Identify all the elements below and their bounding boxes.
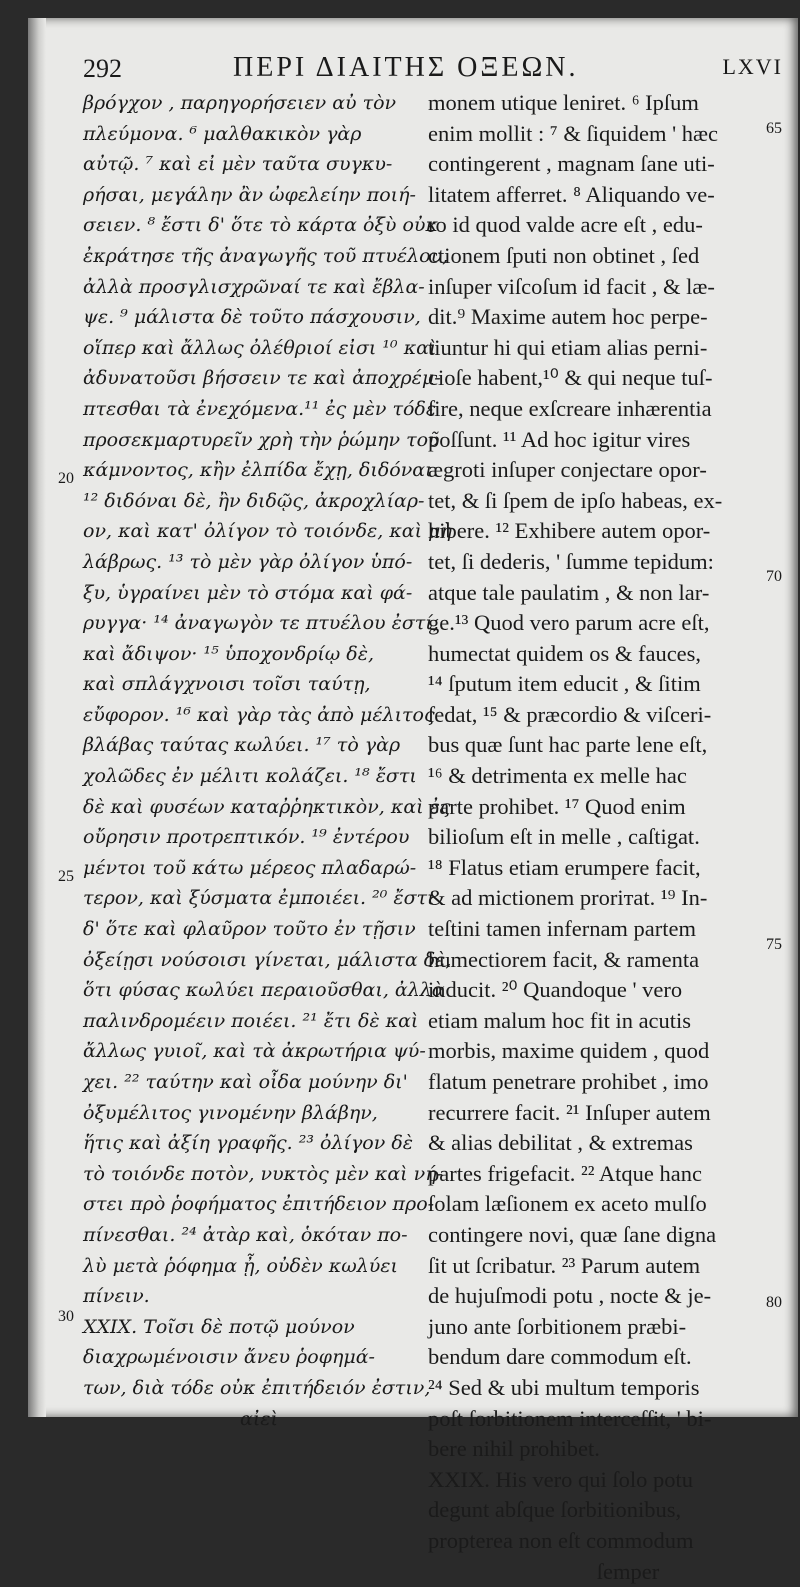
text-line: οὔρησιν προτρεπτικόν. ¹⁹ ἐντέρου — [83, 822, 413, 853]
text-line: tet, ſi dederis, ' ſumme tepidum: — [428, 547, 758, 578]
text-line: tet, & ſi ſpem de ipſo habeas, ex- — [428, 486, 758, 517]
text-line: των, διὰ τόδε οὐκ ἐπιτήδειόν ἐστιν, — [83, 1373, 413, 1404]
text-line: ἀλλὰ προσγλισχρῶναί τε καὶ ἔβλα- — [83, 272, 413, 303]
text-line: τὸ τοιόνδε ποτὸν, νυκτὸς μὲν καὶ νή- — [83, 1159, 413, 1190]
text-line: XXIX. His vero qui ſolo potu — [428, 1465, 758, 1496]
text-line: χει. ²² ταύτην καὶ οἶδα μούνην δι' — [83, 1067, 413, 1098]
text-line: εὔφορον. ¹⁶ καὶ γὰρ τὰς ἀπὸ μέλιτος — [83, 700, 413, 731]
text-line: προσεκμαρτυρεῖν χρὴ τὴν ῥώμην τοῦ — [83, 425, 413, 456]
text-line: bilioſum eſt in melle , caſtigat. — [428, 822, 758, 853]
text-line: αὐτῷ. ⁷ καὶ εἰ μὲν ταῦτα συγκυ- — [83, 149, 413, 180]
text-line: ὅτι φύσας κωλύει περαιοῦσθαι, ἀλλὰ — [83, 975, 413, 1006]
text-line: bendum dare commodum eſt. — [428, 1342, 758, 1373]
text-line: ſemper — [428, 1557, 758, 1587]
text-line: τερον, καὶ ξύσματα ἐμποιέει. ²⁰ ἔστι — [83, 883, 413, 914]
text-line: μέντοι τοῦ κάτω μέρεος πλαδαρώ- — [83, 853, 413, 884]
text-line: πλεύμονα. ⁶ μαλθακικὸν γὰρ — [83, 119, 413, 150]
text-line: αἰεὶ — [83, 1404, 413, 1435]
text-line: atque tale paulatim , & non lar- — [428, 578, 758, 609]
text-line: ſedat, ¹⁵ & præcordio & viſceri- — [428, 700, 758, 731]
text-line: ro id quod valde acre eſt , edu- — [428, 210, 758, 241]
text-line: ὀξυμέλιτος γινομένην βλάβην, — [83, 1098, 413, 1129]
text-line: δὲ καὶ φυσέων καταῤῥηκτικὸν, καὶ ἐς — [83, 792, 413, 823]
text-line: ρυγγα· ¹⁴ ἀναγωγὸν τε πτυέλου ἐστί, — [83, 608, 413, 639]
text-line: καὶ ἄδιψον· ¹⁵ ὑποχονδρίῳ δὲ, — [83, 639, 413, 670]
text-line: ἀδυνατοῦσι βήσσειν τε καὶ ἀποχρέμ- — [83, 363, 413, 394]
page-binding-shadow — [28, 18, 46, 1417]
latin-text-column — [428, 88, 758, 1587]
text-line: cioſe habent,¹⁰ & qui neque tuſ- — [428, 363, 758, 394]
text-line: flatum penetrare prohibet , imo — [428, 1067, 758, 1098]
text-line: morbis, maxime quidem , quod — [428, 1036, 758, 1067]
section-mark: LXVI — [722, 54, 783, 80]
margin-line-number: 65 — [766, 120, 782, 138]
text-line: ¹⁶ & detrimenta ex melle hac — [428, 761, 758, 792]
margin-line-number: 20 — [58, 470, 74, 488]
text-line: contingere novi, quæ ſane digna — [428, 1220, 758, 1251]
text-line: recurrere facit. ²¹ Inſuper autem — [428, 1098, 758, 1129]
text-line: monem utique leniret. ⁶ Ipſum — [428, 88, 758, 119]
text-line: βλάβας ταύτας κωλύει. ¹⁷ τὸ γὰρ — [83, 730, 413, 761]
text-line: enim mollit : ⁷ & ſiquidem ' hæc — [428, 119, 758, 150]
text-line: ον, καὶ κατ' ὀλίγον τὸ τοιόνδε, καὶ μὴ — [83, 516, 413, 547]
greek-text-column — [83, 88, 413, 1434]
text-line: parte prohibet. ¹⁷ Quod enim — [428, 792, 758, 823]
text-line: στει πρὸ ῥοφήματος ἐπιτήδειον προ- — [83, 1189, 413, 1220]
margin-line-number: 70 — [766, 568, 782, 586]
text-line: contingerent , magnam ſane uti- — [428, 149, 758, 180]
text-line: δ' ὅτε καὶ φλαῦρον τοῦτο ἐν τῇσιν — [83, 914, 413, 945]
text-line: καὶ σπλάγχνοισι τοῖσι ταύτῃ, — [83, 669, 413, 700]
text-line: πτεσθαι τὰ ἐνεχόμενα.¹¹ ἐς μὲν τόδε — [83, 394, 413, 425]
text-line: bus quæ ſunt hac parte lene eſt, — [428, 730, 758, 761]
text-line: poſſunt. ¹¹ Ad hoc igitur vires — [428, 425, 758, 456]
text-line: ξυ, ὑγραίνει μὲν τὸ στόμα καὶ φά- — [83, 578, 413, 609]
text-line: βρόγχον , παρηγορήσειεν αὐ τὸν — [83, 88, 413, 119]
text-line: etiam malum hoc fit in acutis — [428, 1006, 758, 1037]
margin-line-number: 25 — [58, 868, 74, 886]
text-line: poſt ſorbitionem interceſſit, ' bi- — [428, 1404, 758, 1435]
margin-line-number: 75 — [766, 936, 782, 954]
margin-line-number: 30 — [58, 1308, 74, 1326]
text-line: XXIX. Τοῖσι δὲ ποτῷ μούνον — [83, 1312, 413, 1343]
book-page — [28, 18, 798, 1417]
text-line: ſire, neque exſcreare inhærentia — [428, 394, 758, 425]
text-line: ἐκράτησε τῆς ἀναγωγῆς τοῦ πτυέλου, — [83, 241, 413, 272]
text-line: χολῶδες ἐν μέλιτι κολάζει. ¹⁸ ἔστι — [83, 761, 413, 792]
text-line: ψε. ⁹ μάλιστα δὲ τοῦτο πάσχουσιν, — [83, 302, 413, 333]
text-line: humectat quidem os & fauces, — [428, 639, 758, 670]
text-line: πίνειν. — [83, 1281, 413, 1312]
text-line: dit.⁹ Maxime autem hoc perpe- — [428, 302, 758, 333]
text-line: de hujuſmodi potu , nocte & je- — [428, 1281, 758, 1312]
text-line: partes frigefacit. ²² Atque hanc — [428, 1159, 758, 1190]
text-line: bere nihil prohibet. — [428, 1434, 758, 1465]
text-line: & alias debilitat , & extremas — [428, 1128, 758, 1159]
text-line: ἄλλως γυιοῖ, καὶ τὰ ἀκρωτήρια ψύ- — [83, 1036, 413, 1067]
text-line: σειεν. ⁸ ἔστι δ' ὅτε τὸ κάρτα ὀξὺ οὐκ — [83, 210, 413, 241]
text-line: teſtini tamen infernam partem — [428, 914, 758, 945]
text-line: inducit. ²⁰ Quandoque ' vero — [428, 975, 758, 1006]
text-line: διαχρωμένοισιν ἄνευ ῥοφημά- — [83, 1342, 413, 1373]
text-line: propterea non eſt commodum — [428, 1526, 758, 1557]
text-line: ſit ut ſcribatur. ²³ Parum autem — [428, 1251, 758, 1282]
text-line: & ad mictionem prorітat. ¹⁹ In- — [428, 883, 758, 914]
text-line: ¹² διδόναι δὲ, ἢν διδῷς, ἀκροχλίαρ- — [83, 486, 413, 517]
text-line: ἥτις καὶ ἀξίη γραφῆς. ²³ ὀλίγον δὲ — [83, 1128, 413, 1159]
text-line: ge.¹³ Quod vero parum acre eſt, — [428, 608, 758, 639]
text-line: hibere. ¹² Exhibere autem opor- — [428, 516, 758, 547]
text-line: ¹⁴ ſputum item educit , & ſitim — [428, 669, 758, 700]
text-line: litatem afferret. ⁸ Aliquando ve- — [428, 180, 758, 211]
text-line: ὀξείῃσι νούσοισι γίνεται, μάλιστα δὲ, — [83, 945, 413, 976]
text-line: juno ante ſorbitionem præbi- — [428, 1312, 758, 1343]
text-line: inſuper viſcoſum id facit , & læ- — [428, 272, 758, 303]
text-line: ²⁴ Sed & ubi multum temporis — [428, 1373, 758, 1404]
text-line: humectiorem facit, & ramenta — [428, 945, 758, 976]
text-line: λάβρως. ¹³ τὸ μὲν γὰρ ὀλίγον ὑπό- — [83, 547, 413, 578]
text-line: λὺ μετὰ ῥόφημα ᾖ, οὐδὲν κωλύει — [83, 1251, 413, 1282]
page-header — [83, 48, 783, 88]
text-line: ctionem ſputi non obtinet , ſed — [428, 241, 758, 272]
text-line: ρήσαι, μεγάλην ἂν ὠφελείην ποιή- — [83, 180, 413, 211]
text-line: πίνεσθαι. ²⁴ ἀτὰρ καὶ, ὁκόταν πο- — [83, 1220, 413, 1251]
margin-line-number: 80 — [766, 1294, 782, 1312]
text-line: ægroti inſuper conjectare opor- — [428, 455, 758, 486]
text-line: ¹⁸ Flatus etiam erumpere facit, — [428, 853, 758, 884]
text-line: παλινδρομέειν ποιέει. ²¹ ἔτι δὲ καὶ — [83, 1006, 413, 1037]
page-number: 292 — [83, 54, 122, 84]
running-title: ΠΕΡΙ ΔΙΑΙΤΗΣ ΟΞΕΩΝ. — [233, 52, 579, 84]
text-line: οἵπερ καὶ ἄλλως ὀλέθριοί εἰσι ¹⁰ καὶ — [83, 333, 413, 364]
text-line: tiuntur hi qui etiam alias perni- — [428, 333, 758, 364]
text-line: ſolam læſionem ex aceto mulſo — [428, 1189, 758, 1220]
text-line: κάμνοντος, κἢν ἐλπίδα ἔχῃ, διδόναι. — [83, 455, 413, 486]
text-line: degunt abſque ſorbitionibus, — [428, 1495, 758, 1526]
